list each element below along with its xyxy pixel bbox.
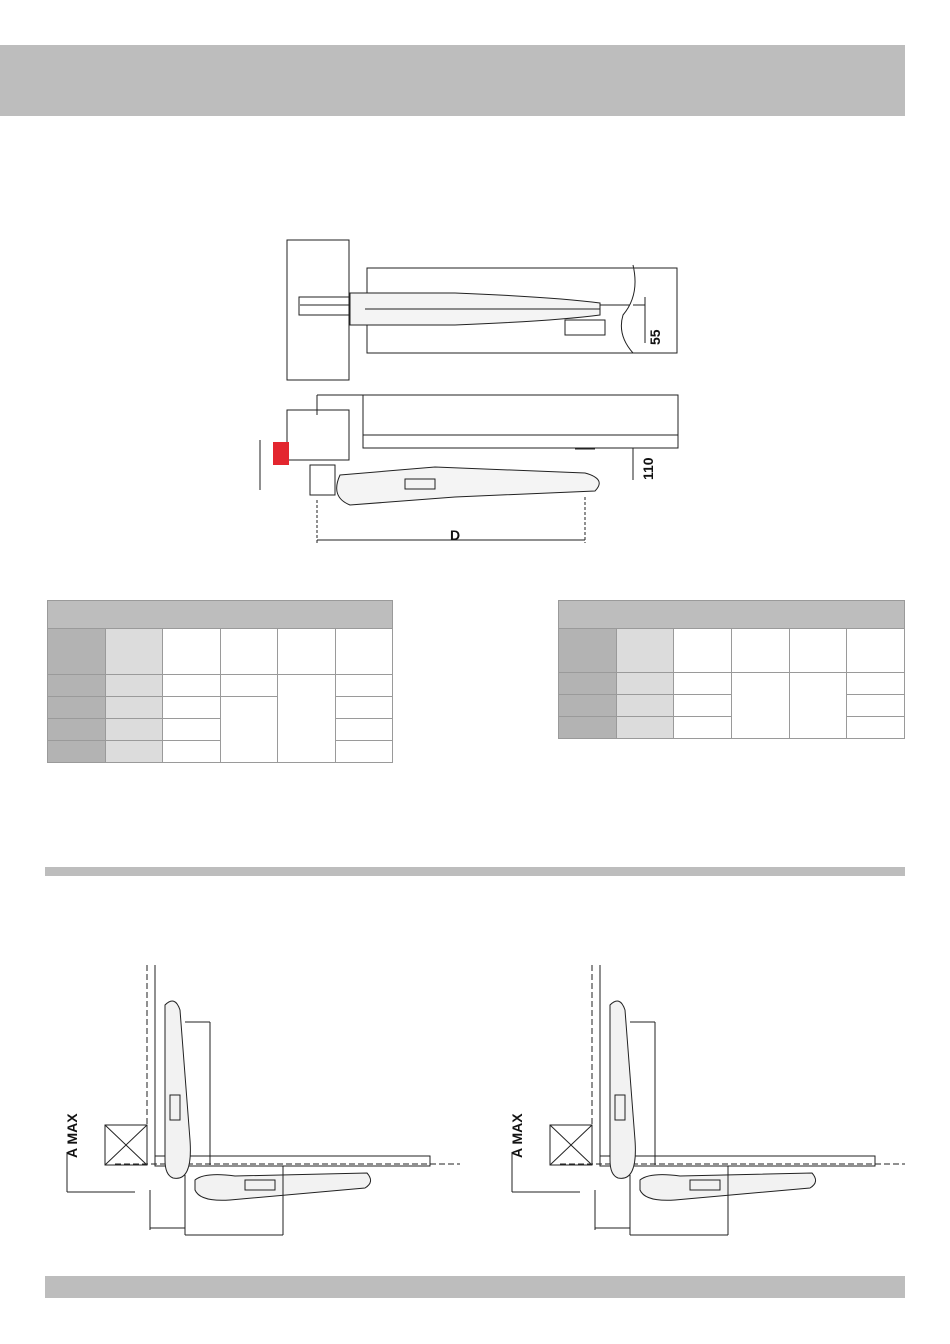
table-left-header	[48, 601, 393, 629]
operator-body-side	[337, 467, 600, 505]
dimension-d-label: D	[450, 527, 461, 543]
operator-arm-open	[165, 1001, 190, 1178]
dimension-55-label: 55	[647, 329, 663, 345]
table-row	[48, 675, 393, 697]
section-divider-band	[45, 867, 905, 876]
table-row	[559, 673, 905, 695]
a-max-label-left: A MAX	[64, 1113, 80, 1158]
table-row	[48, 697, 393, 719]
operator-installation-drawing	[255, 235, 685, 555]
opening-diagram-right	[500, 960, 920, 1250]
red-marker	[273, 442, 289, 465]
gate-leaf-side-view	[363, 395, 678, 448]
pillar-top-view	[287, 240, 349, 380]
pillar-side-view	[287, 410, 349, 460]
spec-table-right	[558, 600, 905, 739]
header-band	[0, 45, 905, 116]
operator-arm-open	[610, 1001, 635, 1178]
footer-band	[45, 1276, 905, 1298]
dimension-110-label: 110	[640, 457, 656, 480]
table-right-header	[559, 601, 905, 629]
a-max-label-right: A MAX	[509, 1113, 525, 1158]
opening-diagram-left	[55, 960, 475, 1250]
spec-table-left	[47, 600, 393, 763]
